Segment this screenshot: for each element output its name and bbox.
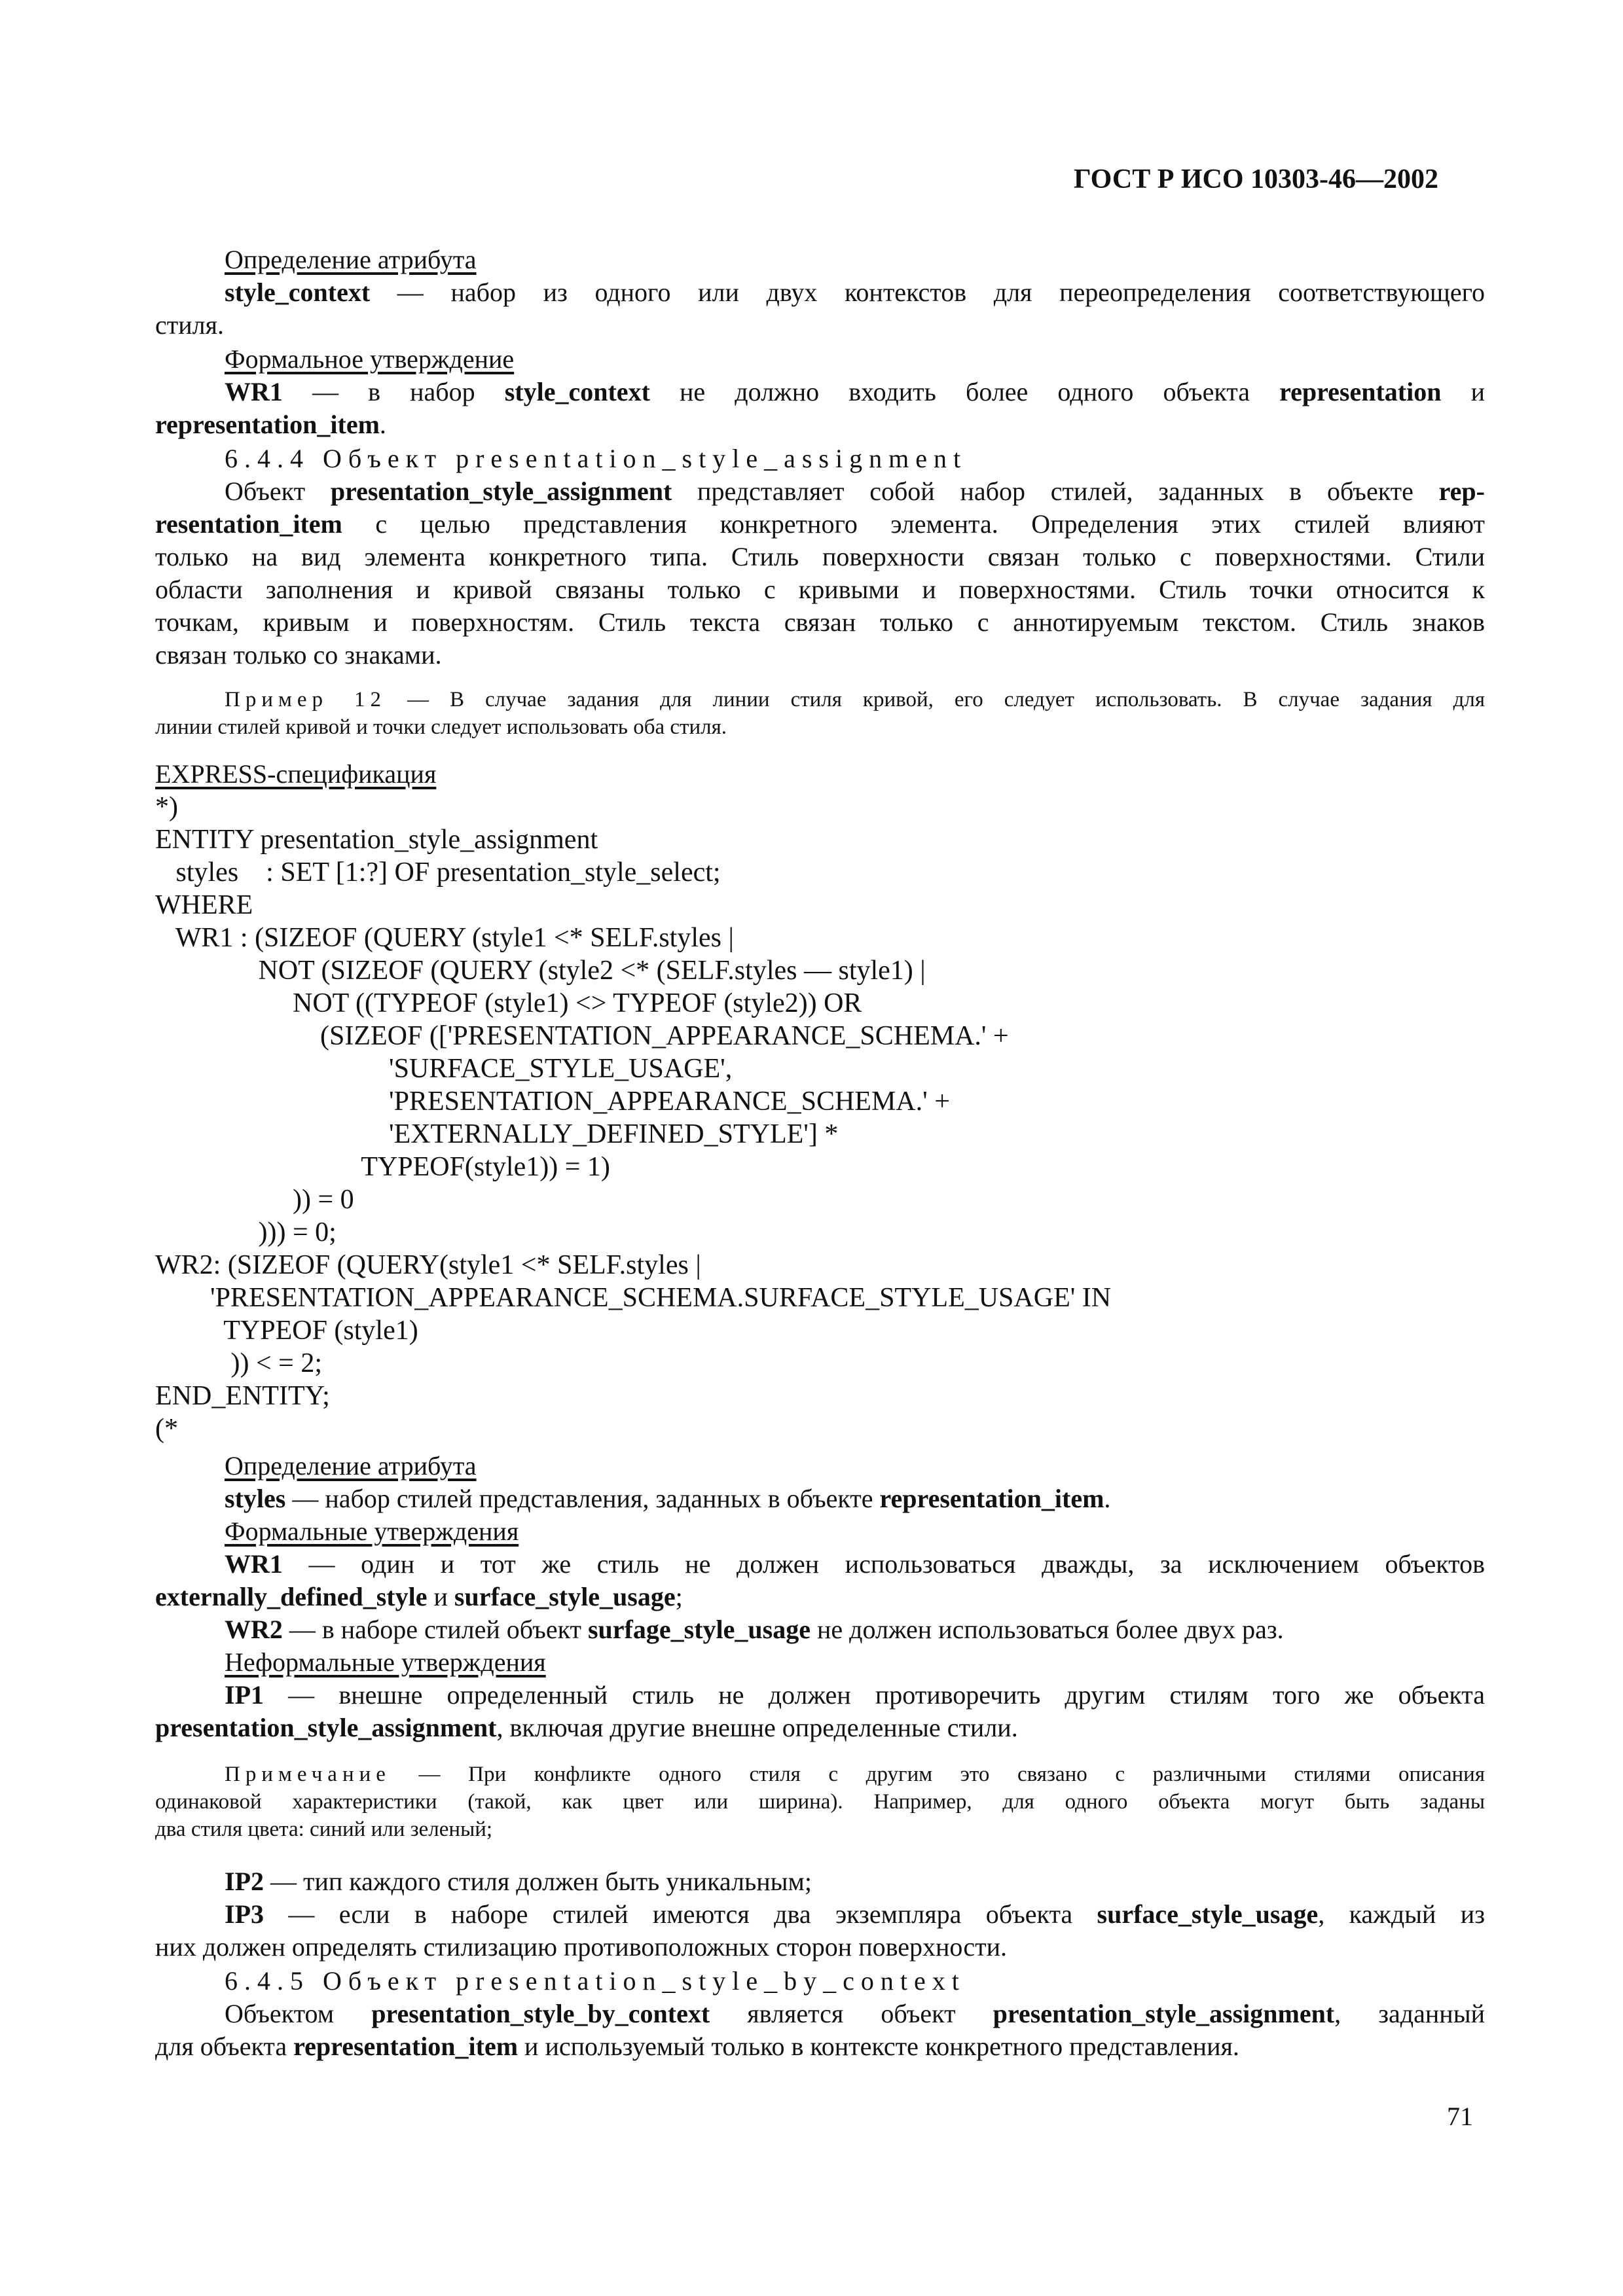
section-6-4-4-para-line4: области заполнения и кривой связаны только с кривыми и поверхностями. Стиль точки относится к	[155, 575, 1485, 604]
section-6-4-5-para-line1: Объектом presentation_style_by_context является объект presentation_style_assignment, заданный	[225, 1999, 1485, 2028]
express-line: 'PRESENTATION_APPEARANCE_SCHEMA.SURFACE_STYLE_USAGE' IN	[155, 1283, 1112, 1313]
express-line: NOT ((TYPEOF (style1) <> TYPEOF (style2)) OR	[155, 988, 862, 1018]
section-6-4-4-para-line1: Объект presentation_style_assignment представляет собой набор стилей, заданных в объекте rep-	[225, 476, 1485, 506]
express-line: TYPEOF(style1)) = 1)	[155, 1152, 610, 1182]
attribute-definition-heading: Определение атрибута	[225, 245, 477, 274]
express-line: (*	[155, 1414, 178, 1444]
express-line: 'PRESENTATION_APPEARANCE_SCHEMA.' +	[155, 1086, 950, 1117]
section-heading-6-4-5: 6.4.5 Объект presentation_style_by_context	[225, 1966, 966, 1996]
express-line: (SIZEOF (['PRESENTATION_APPEARANCE_SCHEMA.' +	[155, 1021, 1009, 1051]
wr1-rule-cont: externally_defined_style и surface_style_usage;	[155, 1582, 683, 1611]
express-line: WR1 : (SIZEOF (QUERY (style1 <* SELF.styles |	[155, 923, 734, 953]
ip3-rule-cont: них должен определять стилизацию противоположных сторон поверхности.	[155, 1932, 1008, 1962]
formal-statement-heading: Формальное утверждение	[225, 344, 515, 374]
express-line: NOT (SIZEOF (QUERY (style2 <* (SELF.styles — style1) |	[155, 956, 926, 986]
express-spec-heading: EXPRESS-спецификация	[155, 759, 437, 789]
note: Примечание — При конфликте одного стиля с другим это связано с различными стилями описания	[225, 1763, 1485, 1786]
express-line: WR2: (SIZEOF (QUERY(style1 <* SELF.styles |	[155, 1250, 701, 1280]
express-line: END_ENTITY;	[155, 1381, 330, 1411]
ip1-rule: IP1 — внешне определенный стиль не должен противоречить другим стилям того же объекта	[225, 1680, 1485, 1710]
express-line: )) = 0	[155, 1185, 354, 1215]
style-context-definition: style_context — набор из одного или двух контекстов для переопределения соответствующего	[225, 278, 1485, 307]
note-cont-1: одинаковой характеристики (такой, как цвет или ширина). Например, для одного объекта могут быть заданы	[155, 1790, 1485, 1814]
document-header: ГОСТ Р ИСО 10303-46—2002	[1074, 164, 1439, 194]
term-style-context: style_context	[225, 278, 371, 307]
wr1-statement: WR1 — в набор style_context не должно входить более одного объекта representation и	[225, 377, 1485, 406]
styles-definition: styles — набор стилей представления, заданных в объекте representation_item.	[225, 1484, 1111, 1513]
wr1-statement-cont: representation_item.	[155, 410, 386, 439]
section-6-4-4-para-line2: resentation_item с целью представления конкретного элемента. Определения этих стилей влияют	[155, 509, 1485, 539]
example-12: Пример 12 — В случае задания для линии стиля кривой, его следует использовать. В случае задания для	[225, 688, 1485, 711]
express-line: styles : SET [1:?] OF presentation_style_select;	[155, 857, 721, 888]
section-6-4-4-para-line6: связан только со знаками.	[155, 640, 442, 670]
attribute-definition-heading-2: Определение атрибута	[225, 1451, 477, 1480]
example-12-cont: линии стилей кривой и точки следует использовать оба стиля.	[155, 715, 727, 739]
express-line: 'EXTERNALLY_DEFINED_STYLE'] *	[155, 1119, 839, 1149]
express-line: TYPEOF (style1)	[155, 1316, 418, 1346]
page-number: 71	[1447, 2102, 1473, 2131]
wr2-rule: WR2 — в наборе стилей объект surfage_style_usage не должен использоваться более двух раз.	[225, 1615, 1284, 1644]
express-line: ENTITY presentation_style_assignment	[155, 825, 598, 855]
express-line: ))) = 0;	[155, 1217, 337, 1247]
formal-statements-heading: Формальные утверждения	[225, 1516, 519, 1546]
note-cont-2: два стиля цвета: синий или зеленый;	[155, 1818, 493, 1841]
example-label: Пример 12	[225, 688, 387, 711]
style-context-definition-cont: стиля.	[155, 310, 224, 340]
section-heading-6-4-4: 6.4.4 Объект presentation_style_assignment	[225, 444, 968, 473]
ip3-rule: IP3 — если в наборе стилей имеются два экземпляра объекта surface_style_usage, каждый из	[225, 1899, 1485, 1929]
ip1-rule-cont: presentation_style_assignment, включая другие внешне определенные стили.	[155, 1713, 1018, 1742]
express-line: *)	[155, 792, 178, 822]
ip2-rule: IP2 — тип каждого стиля должен быть уникальным;	[225, 1867, 812, 1896]
note-label: Примечание	[225, 1763, 391, 1786]
express-line: )) < = 2;	[155, 1348, 323, 1378]
section-6-4-5-para-line2: для объекта representation_item и используемый только в контексте конкретного представления.	[155, 2032, 1239, 2061]
express-line: 'SURFACE_STYLE_USAGE',	[155, 1054, 733, 1084]
express-line: WHERE	[155, 890, 253, 920]
section-6-4-4-para-line5: точкам, кривым и поверхностям. Стиль текста связан только с аннотируемым текстом. Стиль знаков	[155, 607, 1485, 637]
wr1-rule: WR1 — один и тот же стиль не должен использоваться дважды, за исключением объектов	[225, 1549, 1485, 1579]
informal-statements-heading: Неформальные утверждения	[225, 1647, 546, 1677]
section-6-4-4-para-line3: только на вид элемента конкретного типа. Стиль поверхности связан только с поверхностями. Стили	[155, 542, 1485, 571]
